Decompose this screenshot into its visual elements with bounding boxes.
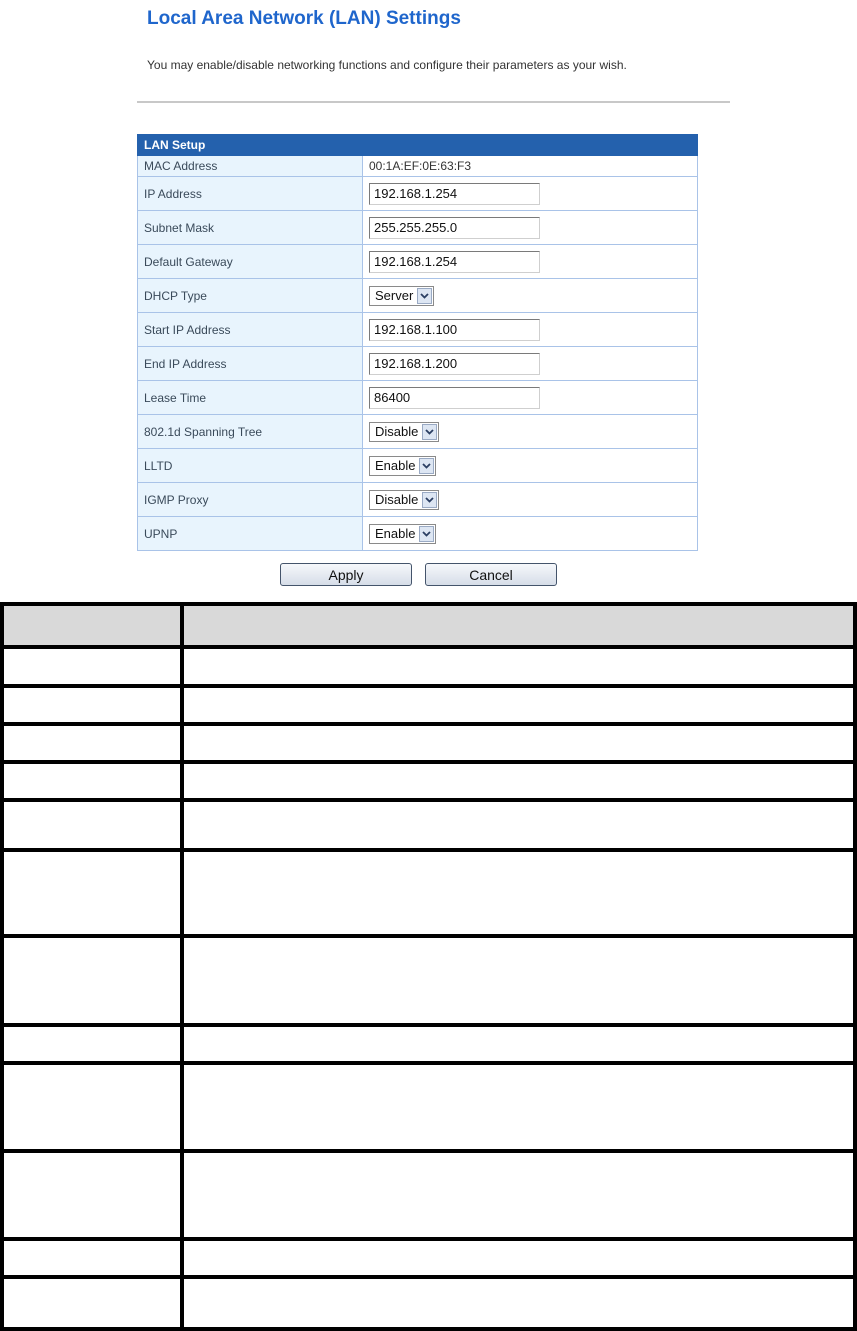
table-row	[138, 415, 698, 449]
table-row	[138, 483, 698, 517]
lan-setup-header-row	[138, 135, 698, 156]
subnet-mask-input[interactable]	[369, 217, 540, 239]
lltd-value: Enable	[375, 458, 416, 473]
start-ip-label: Start IP Address	[138, 313, 363, 347]
spanning-tree-select[interactable]	[369, 422, 439, 442]
lltd-label: LLTD	[138, 449, 363, 483]
chevron-down-icon[interactable]	[419, 458, 434, 474]
ip-address-input[interactable]	[369, 183, 540, 205]
table-row	[2, 724, 855, 762]
cancel-button[interactable]: Cancel	[425, 563, 557, 586]
table-row	[2, 686, 855, 724]
lease-time-label: Lease Time	[138, 381, 363, 415]
end-ip-input[interactable]	[369, 353, 540, 375]
table-row	[138, 347, 698, 381]
end-ip-label: End IP Address	[138, 347, 363, 381]
table-row	[138, 313, 698, 347]
table-row	[138, 517, 698, 551]
ip-address-label: IP Address	[138, 177, 363, 211]
spanning-tree-value: Disable	[375, 424, 419, 439]
table-row	[138, 211, 698, 245]
table-row	[138, 245, 698, 279]
table-row	[138, 279, 698, 313]
description-header-cell	[182, 604, 855, 647]
table-row	[2, 762, 855, 800]
table-row	[2, 1277, 855, 1329]
table-row	[138, 177, 698, 211]
table-row	[2, 850, 855, 936]
table-row	[2, 647, 855, 686]
table-row	[2, 1025, 855, 1063]
table-row	[138, 449, 698, 483]
page-title: Local Area Network (LAN) Settings	[147, 8, 461, 29]
table-row	[2, 936, 855, 1024]
upnp-select[interactable]	[369, 524, 436, 544]
description-table-header	[2, 604, 855, 647]
chevron-down-icon[interactable]	[422, 492, 437, 508]
default-gateway-label: Default Gateway	[138, 245, 363, 279]
mac-address-value: 00:1A:EF:0E:63:F3	[363, 156, 698, 177]
table-row	[2, 1239, 855, 1277]
lan-setup-table	[137, 134, 698, 551]
subnet-mask-label: Subnet Mask	[138, 211, 363, 245]
table-row	[138, 381, 698, 415]
spanning-tree-label: 802.1d Spanning Tree	[138, 415, 363, 449]
default-gateway-input[interactable]	[369, 251, 540, 273]
dhcp-type-label: DHCP Type	[138, 279, 363, 313]
table-row	[2, 1151, 855, 1239]
table-row	[2, 800, 855, 850]
dhcp-type-select[interactable]	[369, 286, 434, 306]
start-ip-input[interactable]	[369, 319, 540, 341]
chevron-down-icon[interactable]	[419, 526, 434, 542]
table-row	[2, 1063, 855, 1151]
apply-button[interactable]: Apply	[280, 563, 412, 586]
dhcp-type-value: Server	[375, 288, 414, 303]
igmp-proxy-label: IGMP Proxy	[138, 483, 363, 517]
mac-address-label: MAC Address	[138, 156, 363, 177]
lease-time-input[interactable]	[369, 387, 540, 409]
lan-setup-header: LAN Setup	[138, 135, 698, 156]
divider	[137, 101, 730, 103]
description-header-cell	[2, 604, 182, 647]
chevron-down-icon[interactable]	[422, 424, 437, 440]
page-description: You may enable/disable networking functions and configure their parameters as your wish.	[147, 58, 627, 72]
lltd-select[interactable]	[369, 456, 436, 476]
description-table	[0, 602, 857, 1331]
table-row	[138, 156, 698, 177]
upnp-label: UPNP	[138, 517, 363, 551]
upnp-value: Enable	[375, 526, 416, 541]
igmp-proxy-value: Disable	[375, 492, 419, 507]
chevron-down-icon[interactable]	[417, 288, 432, 304]
igmp-proxy-select[interactable]	[369, 490, 439, 510]
